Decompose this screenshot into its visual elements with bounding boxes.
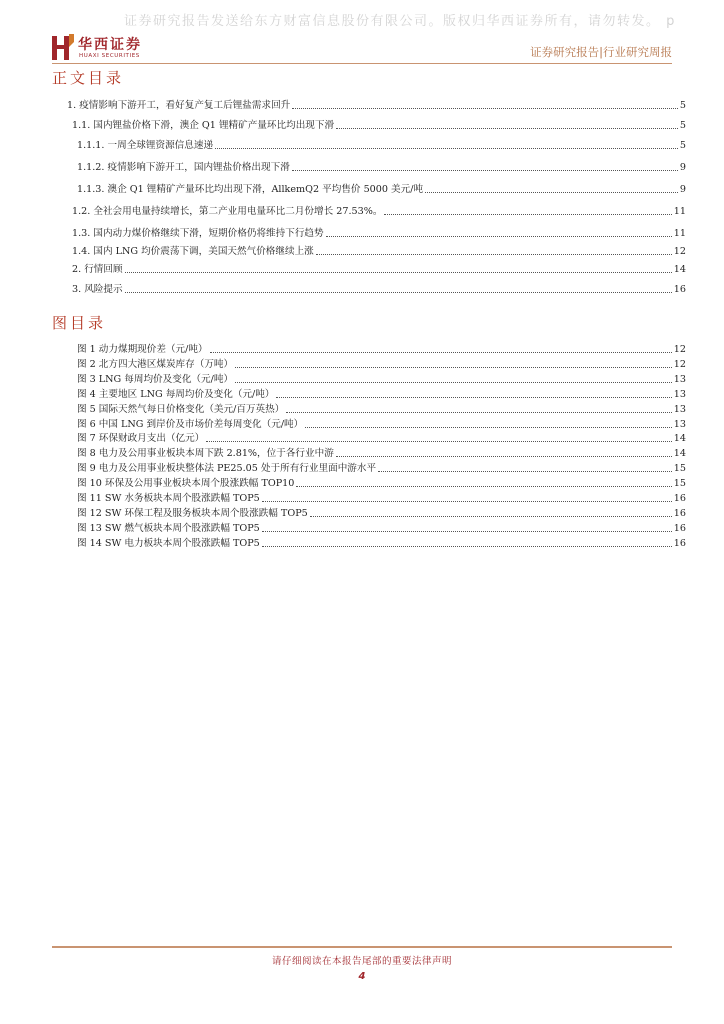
figure-entry-page: 16	[673, 522, 686, 534]
figure-entry-title: 图 3 LNG 每周均价及变化（元/吨）	[77, 373, 234, 385]
figure-entry-title: 图 5 国际天然气每日价格变化（美元/百万英热）	[77, 403, 285, 415]
figure-entry-title: 图 10 环保及公用事业板块本周个股涨跌幅 TOP10	[77, 478, 295, 490]
leader-dots	[262, 530, 672, 532]
huaxi-logo	[52, 34, 172, 64]
toc-entry[interactable]	[72, 261, 686, 275]
figure-entry-title: 图 4 主要地区 LNG 每周均价及变化（元/吨）	[77, 388, 275, 400]
toc-entry[interactable]	[72, 117, 686, 131]
figure-entry-title: 图 12 SW 环保工程及服务板块本周个股涨跌幅 TOP5	[77, 507, 308, 519]
figure-entry-page: 13	[673, 418, 686, 430]
leader-dots	[316, 253, 672, 255]
toc-entry-page: 5	[679, 120, 686, 131]
figure-entry-page: 14	[673, 448, 686, 460]
figure-entry[interactable]	[77, 341, 686, 355]
toc-entry-title: 1.1. 国内锂盐价格下滑，澳企 Q1 锂精矿产量环比均出现下滑	[72, 120, 335, 131]
toc-entry-page: 11	[673, 206, 686, 217]
toc-entry-page: 9	[679, 162, 686, 173]
leader-dots	[378, 470, 672, 472]
toc-entry-title: 1.1.3. 澳企 Q1 锂精矿产量环比均出现下滑，AllkemQ2 平均售价 5000 美元/吨	[77, 184, 424, 195]
figure-entry-page: 13	[673, 373, 686, 385]
figure-entry[interactable]	[77, 460, 686, 474]
figure-entry-title: 图 6 中国 LNG 到岸价及市场价差每周变化（元/吨）	[77, 418, 304, 430]
toc-entry[interactable]	[77, 159, 686, 173]
toc-entry-title: 1.2. 全社会用电量持续增长，第二产业用电量环比二月份增长 27.53%。	[72, 206, 383, 217]
figure-list-title: 图目录	[52, 314, 107, 332]
toc-section-title: 正文目录	[52, 69, 125, 87]
logo-chinese-name: 华西证券	[78, 37, 142, 53]
toc-entry-page: 12	[673, 246, 686, 257]
figure-entry-title: 图 14 SW 电力板块本周个股涨跌幅 TOP5	[77, 537, 260, 549]
footer-divider	[52, 946, 672, 948]
leader-dots	[425, 191, 678, 193]
figure-entry-page: 12	[673, 344, 686, 355]
figure-entry[interactable]	[77, 475, 686, 489]
leader-dots	[210, 351, 672, 353]
figure-entry-page: 14	[673, 433, 686, 445]
leader-dots	[206, 440, 671, 442]
toc-entry-page: 14	[673, 264, 686, 275]
figure-entry-title: 图 9 电力及公用事业板块整体法 PE25.05 处于所有行业里面中游水平	[77, 463, 377, 475]
figure-entry-page: 16	[673, 493, 686, 504]
figure-entry-title: 图 1 动力煤期现价差（元/吨）	[77, 344, 208, 355]
toc-entry[interactable]	[72, 281, 686, 295]
figure-entry-page: 13	[673, 403, 686, 415]
figure-entry[interactable]	[77, 445, 686, 459]
leader-dots	[292, 169, 678, 171]
figure-entry-page: 13	[673, 388, 686, 400]
leader-dots	[262, 500, 672, 502]
leader-dots	[235, 381, 672, 383]
toc-entry[interactable]	[72, 203, 686, 217]
leader-dots	[125, 271, 672, 273]
leader-dots	[235, 366, 672, 368]
figure-entry[interactable]	[77, 356, 686, 370]
toc-entry[interactable]	[72, 243, 686, 257]
figure-entry-title: 图 11 SW 水务板块本周个股涨跌幅 TOP5	[77, 493, 260, 504]
figure-entry-page: 16	[673, 507, 686, 519]
toc-entry[interactable]	[77, 137, 686, 151]
leader-dots	[326, 235, 672, 237]
leader-dots	[296, 485, 671, 487]
toc-entry-title: 3. 风险提示	[72, 284, 123, 295]
figure-entry-title: 图 7 环保财政月支出（亿元）	[77, 433, 205, 445]
figure-entry-page: 12	[673, 358, 686, 370]
leader-dots	[336, 127, 678, 129]
leader-dots	[262, 545, 672, 547]
logo-english-name: HUAXI SECURITIES	[79, 53, 140, 59]
toc-entry-title: 2. 行情回顾	[72, 264, 123, 275]
figure-entry[interactable]	[77, 416, 686, 430]
toc-entry-page: 5	[679, 100, 686, 111]
toc-entry[interactable]	[72, 225, 686, 239]
figure-entry[interactable]	[77, 401, 686, 415]
toc-entry-title: 1.3. 国内动力煤价格继续下滑，短期价格仍将维持下行趋势	[72, 228, 324, 239]
figure-entry-title: 图 13 SW 燃气板块本周个股涨跌幅 TOP5	[77, 522, 260, 534]
figure-entry[interactable]	[77, 430, 686, 444]
leader-dots	[310, 515, 672, 517]
toc-entry-title: 1. 疫情影响下游开工，看好复产复工后锂盐需求回升	[67, 100, 291, 111]
figure-entry-page: 15	[673, 478, 686, 490]
header-divider	[52, 63, 672, 64]
toc-entry-page: 16	[673, 284, 686, 295]
toc-entry[interactable]	[77, 181, 686, 195]
leader-dots	[215, 147, 678, 149]
figure-entry[interactable]	[77, 490, 686, 504]
watermark-text: 证券研究报告发送给东方财富信息股份有限公司。版权归华西证券所有，请勿转发。 p	[124, 14, 676, 29]
logo-mark-icon	[52, 34, 74, 60]
legal-disclaimer-notice: 请仔细阅读在本报告尾部的重要法律声明	[271, 956, 452, 967]
leader-dots	[384, 213, 671, 215]
leader-dots	[292, 107, 678, 109]
figure-entry-title: 图 8 电力及公用事业板块本周下跌 2.81%，位于各行业中游	[77, 448, 334, 460]
toc-entry-page: 11	[673, 228, 686, 239]
toc-entry-title: 1.1.1. 一周全球锂资源信息速递	[77, 140, 214, 151]
toc-entry-page: 5	[679, 140, 686, 151]
toc-entry-title: 1.1.2. 疫情影响下游开工，国内锂盐价格出现下滑	[77, 162, 290, 173]
toc-entry-title: 1.4. 国内 LNG 均价震荡下调，美国天然气价格继续上涨	[72, 246, 314, 257]
figure-entry[interactable]	[77, 520, 686, 534]
toc-entry-page: 9	[679, 184, 686, 195]
leader-dots	[286, 411, 671, 413]
report-type-header: 证券研究报告|行业研究周报	[530, 45, 672, 59]
figure-entry[interactable]	[77, 371, 686, 385]
figure-entry[interactable]	[77, 535, 686, 549]
figure-entry-title: 图 2 北方四大港区煤炭库存（万吨）	[77, 358, 234, 370]
leader-dots	[125, 291, 672, 293]
figure-entry-page: 15	[673, 463, 686, 475]
figure-entry-page: 16	[673, 537, 686, 549]
leader-dots	[276, 396, 671, 398]
page-number: 4	[358, 971, 366, 982]
leader-dots	[305, 426, 672, 428]
figure-entry[interactable]	[77, 386, 686, 400]
toc-entry[interactable]	[67, 97, 686, 111]
figure-entry[interactable]	[77, 505, 686, 519]
leader-dots	[336, 455, 672, 457]
